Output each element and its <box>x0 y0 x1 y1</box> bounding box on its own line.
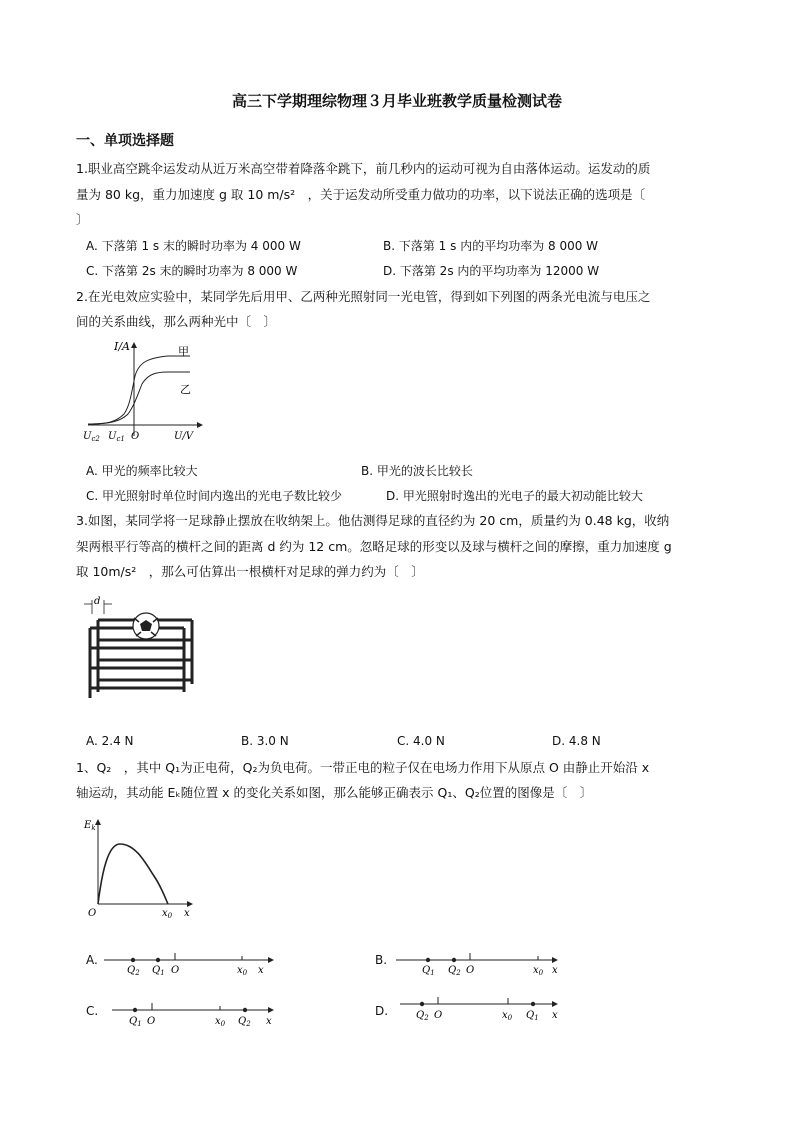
soccer-ball-icon <box>133 613 159 639</box>
q3-option-a[interactable]: A. 2.4 N <box>86 734 134 748</box>
q1-text-line1: 1.职业高空跳伞运发动从近万米高空带着降落伞跳下，前几秒内的运动可视为自由落体运动。运发动的质 <box>76 161 651 176</box>
q2-label: $Q_2$ <box>416 1010 429 1022</box>
x-label: x <box>552 965 558 976</box>
q2-option-b[interactable]: B. 甲光的波长比较长 <box>361 464 473 478</box>
uc1-label: $U_{c1}$ <box>108 431 125 443</box>
q1-label: $Q_1$ <box>422 965 435 976</box>
q4-option-d-axis <box>396 990 576 1022</box>
q1-text-line3: 〕 <box>76 212 89 227</box>
section-heading: 一、单项选择题 <box>76 133 174 149</box>
d-label: d <box>94 596 101 607</box>
q2-label: $Q_2$ <box>448 965 461 976</box>
q3-option-d[interactable]: D. 4.8 N <box>552 734 601 748</box>
x0-label: $x_0$ <box>237 965 248 976</box>
q3-text-line2: 架两根平行等高的横杆之间的距离 d 约为 12 cm。忽略足球的形变以及球与横杆之间的摩擦，重力加速度 g <box>76 539 672 554</box>
arrow-head <box>268 957 274 963</box>
q4-option-b-label: B. <box>375 953 388 967</box>
q2-text-line1: 2.在光电效应实验中，某同学先后用甲、乙两种光照射同一光电管，得到如下列图的两条光电流与电压之 <box>76 289 651 304</box>
x-axis-label: x <box>184 908 190 919</box>
x-label: x <box>258 965 264 976</box>
origin-label: O <box>466 965 475 976</box>
origin-label: O <box>171 965 180 976</box>
q3-text-line3: 取 10m/s² ，那么可估算出一根横杆对足球的弹力约为〔 〕 <box>76 564 424 579</box>
q2-text-line2: 间的关系曲线，那么两种光中〔 〕 <box>76 314 277 329</box>
curve-yi <box>88 372 190 424</box>
x0-label: $x_0$ <box>162 908 173 920</box>
q1-option-b[interactable]: B. 下落第 1 s 内的平均功率为 8 000 W <box>383 239 599 253</box>
x0-label: $x_0$ <box>533 965 544 976</box>
q1-point <box>426 958 430 962</box>
page-title: 高三下学期理综物理３月毕业班教学质量检测试卷 <box>231 92 562 110</box>
arrow-head <box>552 1001 558 1007</box>
shoe-rack-figure <box>76 592 206 702</box>
x-label: x <box>552 1010 558 1021</box>
label-jia: 甲 <box>178 345 189 358</box>
q4-option-b-axis <box>392 946 572 976</box>
q4-option-a-axis <box>100 946 280 976</box>
q1-option-a[interactable]: A. 下落第 1 s 末的瞬时功率为 4 000 W <box>86 239 301 253</box>
q4-option-c-label: C. <box>86 1004 99 1018</box>
q1-option-d[interactable]: D. 下落第 2s 内的平均功率为 12000 W <box>383 264 600 278</box>
q1-label: $Q_1$ <box>152 965 165 976</box>
q2-option-c[interactable]: C. 甲光照射时单位时间内逸出的光电子数比较少 <box>86 489 343 503</box>
q1-text-line2: 量为 80 kg，重力加速度 g 取 10 m/s² ，关于运发动所受重力做功的功率，以下说法正确的选项是〔 <box>76 187 646 202</box>
y-axis-label: $E_k$ <box>84 820 96 832</box>
origin-label: O <box>147 1016 156 1027</box>
y-axis-label: I/A <box>114 340 130 353</box>
arrow-head <box>268 1007 274 1013</box>
photoelectric-iv-graph <box>78 338 208 446</box>
curve-jia <box>88 356 190 424</box>
x0-label: $x_0$ <box>215 1016 226 1028</box>
arrow-head <box>552 957 558 963</box>
label-yi: 乙 <box>180 383 191 396</box>
q2-option-d[interactable]: D. 甲光照射时逸出的光电子的最大初动能比较大 <box>386 489 643 503</box>
q2-point <box>243 1008 247 1012</box>
q4-text-line2: 轴运动，其动能 Eₖ随位置 x 的变化关系如图，那么能够正确表示 Q₁、Q₂位置的图像是〔 〕 <box>76 785 593 800</box>
q4-option-c-axis <box>108 996 288 1028</box>
q2-point <box>131 958 135 962</box>
ek-x-graph <box>80 812 200 922</box>
x0-label: $x_0$ <box>502 1010 513 1022</box>
q3-option-b[interactable]: B. 3.0 N <box>241 734 289 748</box>
q1-point <box>133 1008 137 1012</box>
q1-label: $Q_1$ <box>526 1010 539 1022</box>
q4-option-a-label: A. <box>86 953 98 967</box>
q2-point <box>420 1002 424 1006</box>
q2-label: $Q_2$ <box>127 965 140 976</box>
q4-option-d-label: D. <box>375 1004 389 1018</box>
q1-option-c[interactable]: C. 下落第 2s 末的瞬时功率为 8 000 W <box>86 264 298 278</box>
x-axis-label: U/V <box>174 431 194 442</box>
origin-label: O <box>131 431 140 442</box>
q4-text-line1: 1、Q₂ ，其中 Q₁为正电荷，Q₂为负电荷。一带正电的粒子仅在电场力作用下从原点 O 由静止开始沿 x <box>76 760 650 775</box>
uc2-label: $U_{c2}$ <box>83 431 100 443</box>
ek-curve <box>98 844 168 904</box>
q2-point <box>452 958 456 962</box>
q3-option-c[interactable]: C. 4.0 N <box>397 734 445 748</box>
q1-point <box>531 1002 535 1006</box>
q2-option-a[interactable]: A. 甲光的频率比较大 <box>86 464 198 478</box>
origin-label: O <box>88 908 97 919</box>
q1-label: $Q_1$ <box>129 1016 142 1028</box>
origin-label: O <box>434 1010 443 1021</box>
q3-text-line1: 3.如图，某同学将一足球静止摆放在收纳架上。他估测得足球的直径约为 20 cm，质量约为 0.48 kg，收纳 <box>76 513 670 528</box>
x-label: x <box>266 1016 272 1027</box>
q1-point <box>156 958 160 962</box>
q2-label: $Q_2$ <box>238 1016 251 1028</box>
